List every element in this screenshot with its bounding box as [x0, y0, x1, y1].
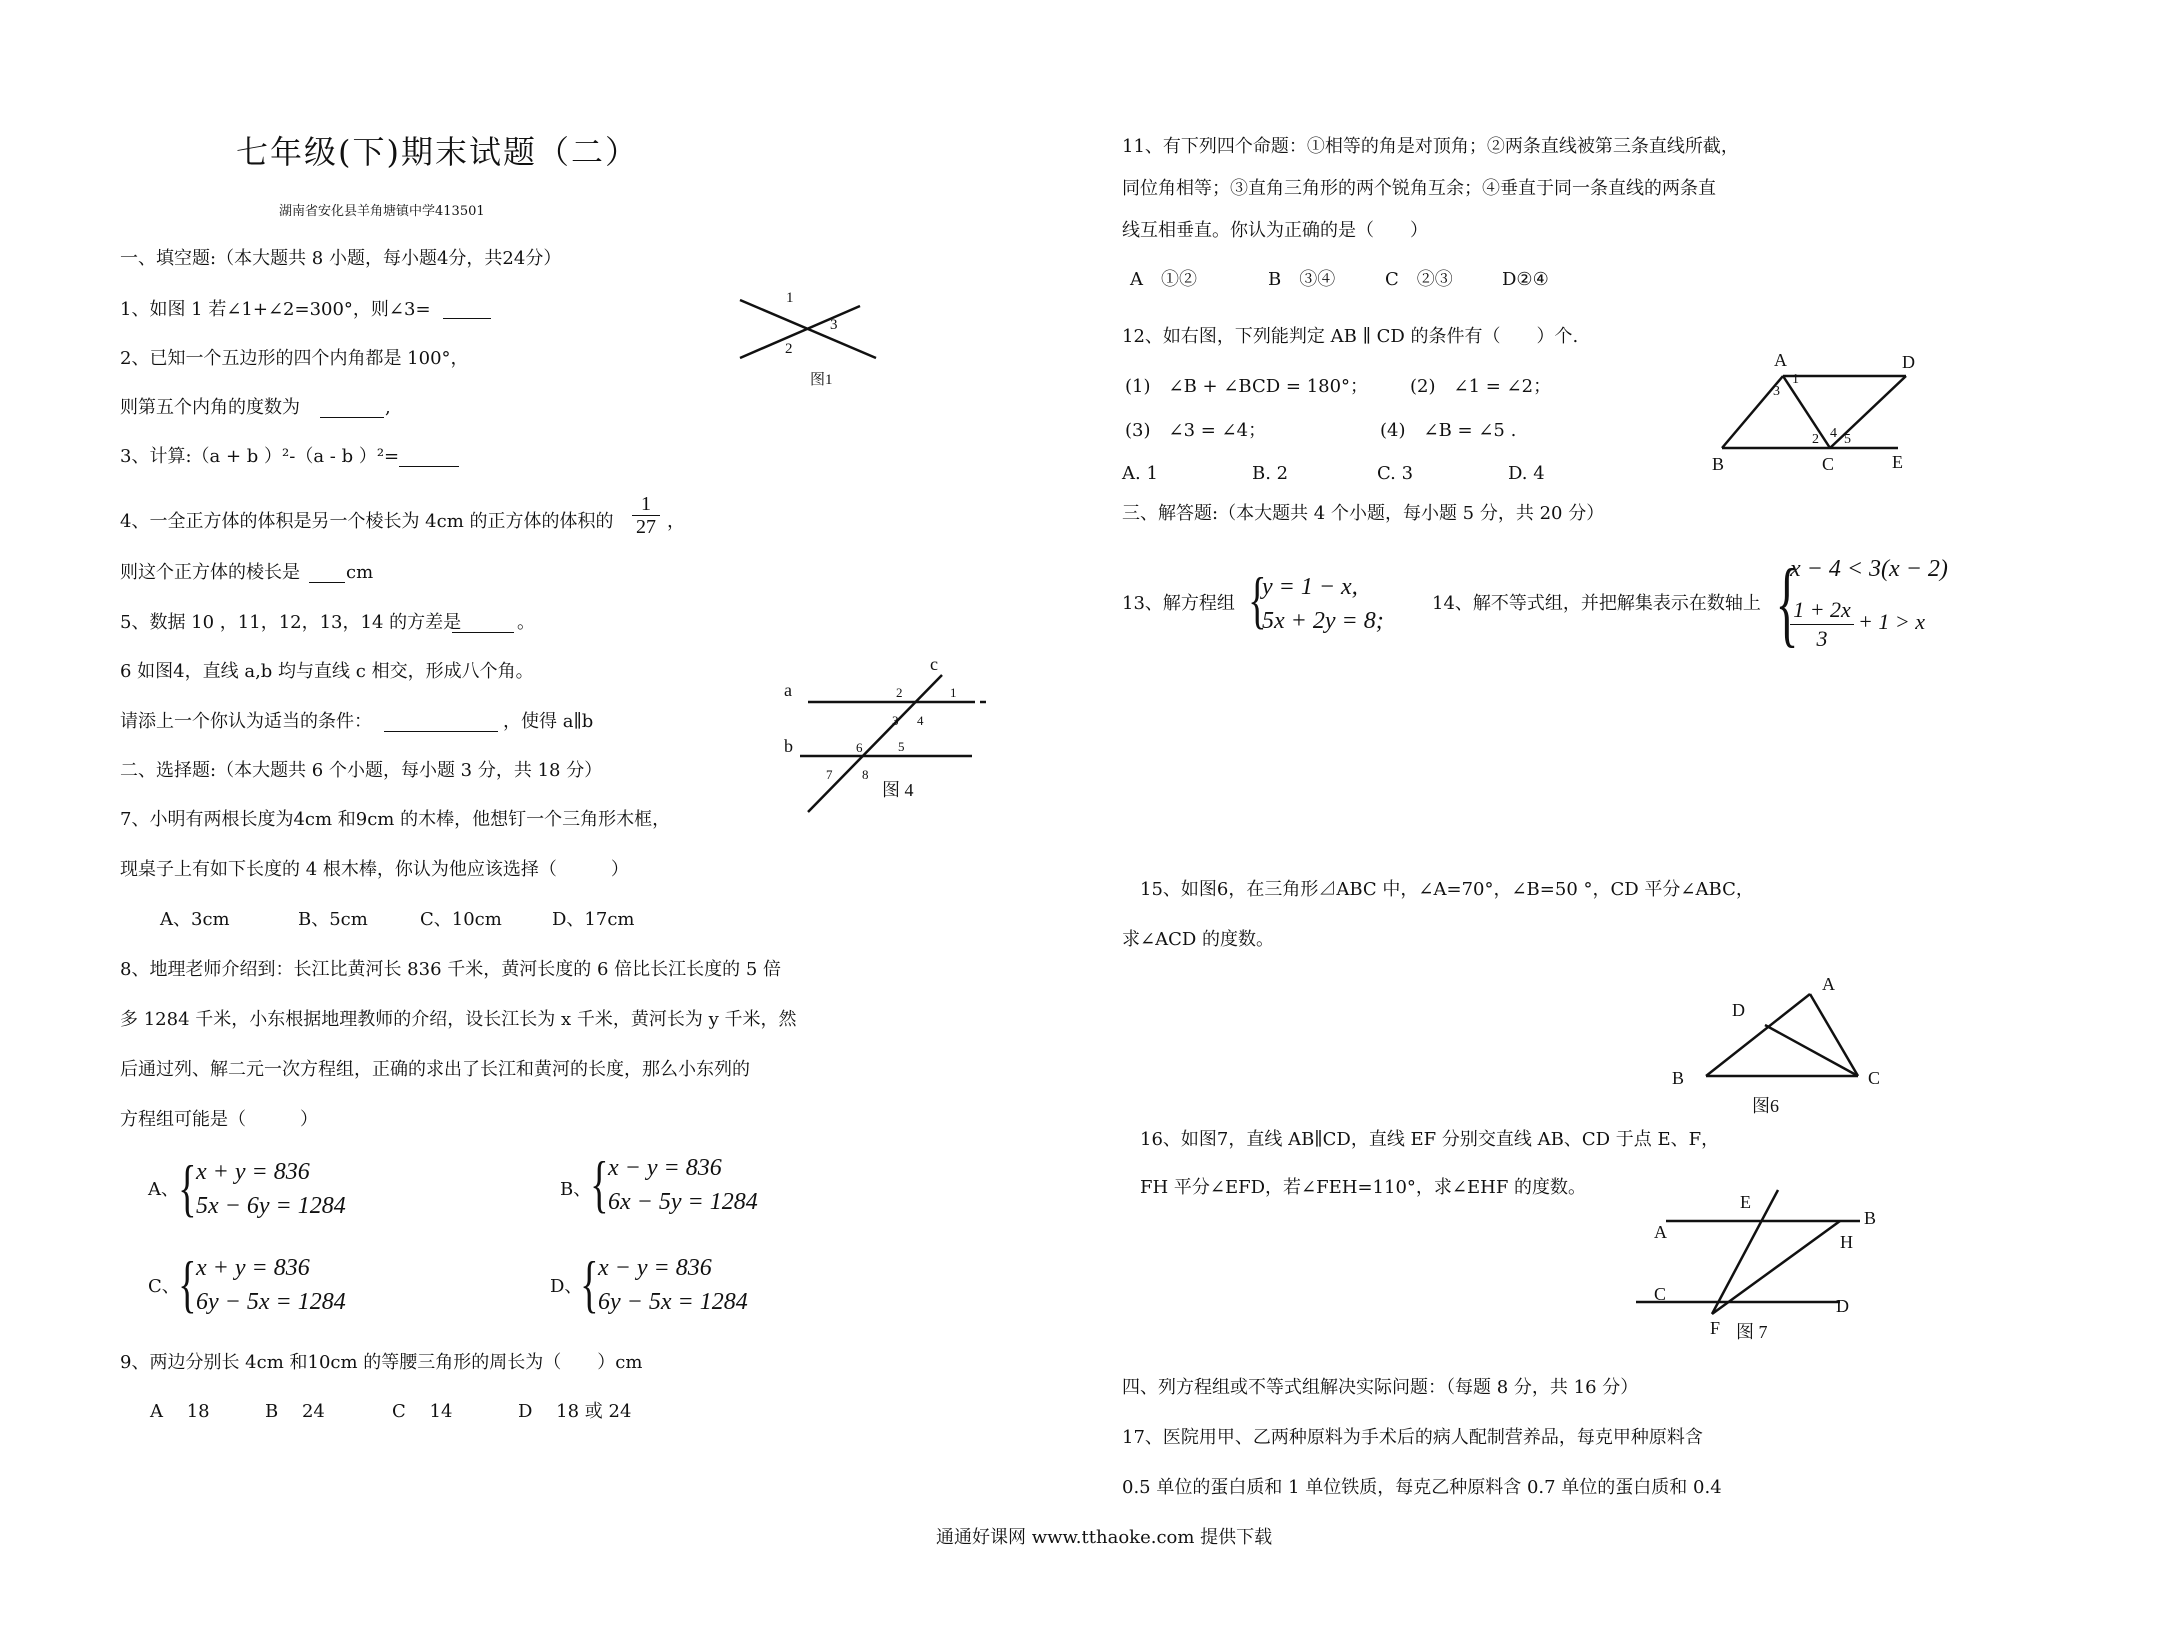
- question-17-line2: 0.5 单位的蛋白质和 1 单位铁质，每克乙种原料含 0.7 单位的蛋白质和 0.4: [1122, 1477, 1722, 1498]
- question-11-line1: 11、有下列四个命题：①相等的角是对顶角；②两条直线被第三条直线所截，: [1122, 136, 1739, 157]
- fig7-caption: 图 7: [1736, 1322, 1768, 1342]
- question-6-line2: 请添上一个你认为适当的条件：: [120, 711, 372, 732]
- question-15-line1: 15、如图6，在三角形⊿ABC 中，∠A=70°，∠B=50 °，CD 平分∠ABC，: [1140, 879, 1754, 900]
- q9-option-b[interactable]: B 24: [265, 1401, 325, 1422]
- comma-2: ,: [385, 397, 391, 418]
- fig6-caption: 图6: [1752, 1096, 1779, 1116]
- question-1: 1、如图 1 若∠1+∠2=300°，则∠3=: [120, 299, 431, 320]
- answer-blank-5[interactable]: [452, 632, 514, 633]
- brace-14: {: [1775, 549, 1799, 656]
- question-11-line3: 线互相垂直。你认为正确的是（ ）: [1122, 220, 1428, 241]
- fig6-line-ac: [1810, 994, 1858, 1076]
- equation-line: 5x + 2y = 8;: [1262, 608, 1384, 634]
- fig1-line-1: [740, 300, 876, 358]
- fig12-line-cd: [1830, 376, 1906, 448]
- q8-option-b-label[interactable]: B、: [560, 1179, 592, 1200]
- q14-inequality-rest: + 1 > x: [1858, 609, 1925, 634]
- section-3-heading: 三、解答题:（本大题共 4 个小题，每小题 5 分，共 20 分）: [1122, 503, 1605, 524]
- fig12-label-e: E: [1892, 452, 1903, 472]
- equation-line: 6y − 5x = 1284: [196, 1289, 346, 1315]
- answer-blank-1[interactable]: [443, 318, 491, 319]
- fig4-label-3: 3: [892, 713, 899, 728]
- fraction-numerator: 1: [632, 493, 660, 516]
- fig6-label-d: D: [1732, 1000, 1745, 1020]
- question-6-line1: 6 如图4，直线 a,b 均与直线 c 相交，形成八个角。: [120, 661, 534, 682]
- fig6-label-c: C: [1868, 1068, 1881, 1088]
- fig6-label-b: B: [1672, 1068, 1685, 1088]
- question-8-line3: 后通过列、解二元一次方程组，正确的求出了长江和黄河的长度，那么小东列的: [120, 1059, 750, 1080]
- fig7-label-e: E: [1740, 1192, 1751, 1212]
- fig1-line-2: [740, 306, 860, 358]
- period-5: 。: [517, 612, 535, 633]
- question-8-line4: 方程组可能是（ ）: [120, 1109, 318, 1130]
- question-16-line1: 16、如图7，直线 AB∥CD，直线 EF 分别交直线 AB、CD 于点 E、F，: [1140, 1129, 1720, 1150]
- q12-option-b[interactable]: B. 2: [1252, 463, 1289, 484]
- question-9: 9、两边分别长 4cm 和10cm 的等腰三角形的周长为（ ）cm: [120, 1352, 643, 1373]
- equation-line: x + y = 836: [196, 1159, 310, 1185]
- question-4-line2: 则这个正方体的棱长是: [120, 562, 300, 583]
- fig12-label-5: 5: [1844, 432, 1851, 447]
- question-17-line1: 17、医院用甲、乙两种原料为手术后的病人配制营养品，每克甲种原料含: [1122, 1427, 1703, 1448]
- fig4-label-2: 2: [896, 685, 903, 700]
- fig7-label-c: C: [1654, 1284, 1667, 1304]
- inequality-line: x − 4 < 3(x − 2): [1790, 556, 1948, 582]
- fig1-label-2: 2: [785, 341, 793, 357]
- equation-line: 6y − 5x = 1284: [598, 1289, 748, 1315]
- fig12-label-4: 4: [1830, 426, 1837, 441]
- question-7-line2: 现桌子上有如下长度的 4 根木棒，你认为他应该选择（ ）: [120, 859, 629, 880]
- fig7-label-d: D: [1836, 1296, 1849, 1316]
- fig12-label-3: 3: [1773, 384, 1780, 399]
- footer-credit[interactable]: 通通好课网 www.tthaoke.com 提供下载: [936, 1527, 1273, 1548]
- fig7-label-a: A: [1654, 1222, 1667, 1242]
- fig4-label-4: 4: [917, 713, 924, 728]
- fig12-label-a: A: [1774, 350, 1787, 370]
- q7-option-a[interactable]: A、3cm: [160, 909, 230, 930]
- fig1-label-3: 3: [830, 317, 838, 333]
- fig6-label-a: A: [1822, 974, 1835, 994]
- q7-option-b[interactable]: B、5cm: [298, 909, 368, 930]
- q12-condition-3: (3) ∠3 = ∠4；: [1125, 420, 1267, 441]
- question-3: 3、计算:（a + b ）²-（a - b ）²=: [120, 446, 400, 467]
- q12-option-c[interactable]: C. 3: [1377, 463, 1414, 484]
- question-4-line1: 4、一全正方体的体积是另一个棱长为 4cm 的正方体的体积的: [120, 511, 614, 532]
- question-13: 13、解方程组: [1122, 593, 1235, 614]
- brace-d: {: [580, 1248, 599, 1319]
- unit-cm: cm: [346, 562, 374, 583]
- fraction-1-27: [632, 493, 660, 538]
- q12-option-d[interactable]: D. 4: [1508, 463, 1545, 484]
- question-12: 12、如右图，下列能判定 AB ∥ CD 的条件有（ ）个.: [1122, 326, 1579, 347]
- q11-option-a[interactable]: A ①②: [1130, 269, 1197, 290]
- fig7-line-fh: [1712, 1221, 1840, 1314]
- question-16-line2: FH 平分∠EFD，若∠FEH=110°，求∠EHF 的度数。: [1140, 1177, 1587, 1198]
- fig1-label-1: 1: [786, 290, 794, 306]
- page-title: 七年级(下)期末试题（二）: [236, 133, 639, 171]
- fig12-label-c: C: [1822, 454, 1835, 474]
- fig12-label-1: 1: [1792, 372, 1799, 387]
- q12-condition-1: (1) ∠B + ∠BCD = 180°；: [1125, 376, 1369, 397]
- equation-line: 5x − 6y = 1284: [196, 1193, 346, 1219]
- q9-option-a[interactable]: A 18: [150, 1401, 210, 1422]
- q7-option-d[interactable]: D、17cm: [552, 909, 635, 930]
- q14-fraction-den: 3: [1816, 626, 1828, 651]
- fig4-label-5: 5: [898, 739, 905, 754]
- fig6-line-dc: [1765, 1025, 1858, 1076]
- comma-4: ，: [667, 511, 685, 532]
- q8-option-b-system[interactable]: [608, 1151, 758, 1219]
- question-6-line2-end: ，使得 a∥b: [503, 711, 594, 732]
- equation-line: 6x − 5y = 1284: [608, 1189, 758, 1215]
- fig4-label-1: 1: [950, 685, 957, 700]
- q14-fraction-num: 1 + 2x: [1790, 596, 1854, 625]
- q9-option-d[interactable]: D 18 或 24: [518, 1401, 632, 1422]
- equation-line: x − y = 836: [598, 1255, 712, 1281]
- q12-condition-4: (4) ∠B = ∠5 .: [1380, 420, 1517, 441]
- fig4-caption: 图 4: [882, 780, 914, 800]
- q11-option-b[interactable]: B ③④: [1268, 269, 1336, 290]
- answer-blank-6[interactable]: [384, 731, 498, 732]
- section-4-heading: 四、列方程组或不等式组解决实际问题：（每题 8 分，共 16 分）: [1122, 1377, 1639, 1398]
- fig6-line-ba: [1706, 994, 1810, 1076]
- fig12-label-2: 2: [1812, 432, 1819, 447]
- fig7-label-f: F: [1710, 1318, 1721, 1338]
- question-7-line1: 7、小明有两根长度为4cm 和9cm 的木棒，他想钉一个三角形木框，: [120, 809, 671, 830]
- question-15-line2: 求∠ACD 的度数。: [1122, 929, 1275, 950]
- brace-b: {: [590, 1148, 609, 1219]
- fig4-label-8: 8: [862, 767, 869, 782]
- question-8-line2: 多 1284 千米，小东根据地理教师的介绍，设长江长为 x 千米，黄河长为 y 千米，然: [120, 1009, 797, 1030]
- fig4-label-c: c: [930, 654, 938, 674]
- question-2-line2: 则第五个内角的度数为: [120, 397, 300, 418]
- fig1-caption: 图1: [810, 372, 833, 388]
- section-2-heading: 二、选择题:（本大题共 6 个小题，每小题 3 分，共 18 分）: [120, 760, 603, 781]
- answer-blank-3[interactable]: [399, 466, 459, 467]
- q13-system: [1262, 570, 1384, 638]
- equation-line: y = 1 − x,: [1262, 574, 1358, 600]
- fig4-line-c: [808, 675, 942, 812]
- answer-blank-4[interactable]: [309, 582, 345, 583]
- section-1-heading: 一、填空题:（本大题共 8 小题，每小题4分，共24分）: [120, 248, 562, 269]
- question-11-line2: 同位角相等；③直角三角形的两个锐角互余；④垂直于同一条直线的两条直: [1122, 178, 1716, 199]
- q12-option-a[interactable]: A. 1: [1122, 463, 1158, 484]
- school-subtitle: 湖南省安化县羊角塘镇中学413501: [279, 204, 485, 219]
- q8-option-a-label[interactable]: A、: [148, 1179, 179, 1200]
- question-2-line1: 2、已知一个五边形的四个内角都是 100°，: [120, 348, 469, 369]
- brace-13: {: [1248, 564, 1267, 635]
- fig4-label-7: 7: [826, 767, 833, 782]
- q11-option-d[interactable]: D②④: [1502, 269, 1549, 290]
- q14-system: [1790, 552, 1948, 586]
- q8-option-d-system[interactable]: [598, 1251, 748, 1319]
- fig12-line-ac: [1783, 376, 1830, 448]
- fig7-label-h: H: [1840, 1232, 1853, 1252]
- fig7-label-b: B: [1864, 1208, 1877, 1228]
- question-8-line1: 8、地理老师介绍到：长江比黄河长 836 千米，黄河长度的 6 倍比长江长度的 5 倍: [120, 959, 782, 980]
- fig12-label-b: B: [1712, 454, 1725, 474]
- fig4-label-b: b: [784, 736, 793, 756]
- fig4-label-6: 6: [856, 740, 863, 755]
- equation-line: x − y = 836: [608, 1155, 722, 1181]
- q11-option-c[interactable]: C ②③: [1385, 269, 1453, 290]
- q8-option-c-label[interactable]: C、: [148, 1276, 180, 1297]
- q9-option-c[interactable]: C 14: [392, 1401, 453, 1422]
- q8-option-d-label[interactable]: D、: [550, 1276, 583, 1297]
- q14-fraction: [1790, 596, 1854, 653]
- q8-option-a-system[interactable]: [196, 1155, 346, 1223]
- equation-line: x + y = 836: [196, 1255, 310, 1281]
- question-14: 14、解不等式组，并把解集表示在数轴上: [1432, 593, 1761, 614]
- fig12-label-d: D: [1902, 352, 1915, 372]
- question-5: 5、数据 10 ，11，12，13，14 的方差是: [120, 612, 462, 633]
- q8-option-c-system[interactable]: [196, 1251, 346, 1319]
- brace-a: {: [178, 1152, 197, 1223]
- answer-blank-2[interactable]: [320, 417, 384, 418]
- brace-c: {: [178, 1248, 197, 1319]
- q7-option-c[interactable]: C、10cm: [420, 909, 502, 930]
- q12-condition-2: (2) ∠1 = ∠2；: [1410, 376, 1552, 397]
- fig4-label-a: a: [784, 680, 792, 700]
- fraction-denominator: 27: [636, 516, 656, 538]
